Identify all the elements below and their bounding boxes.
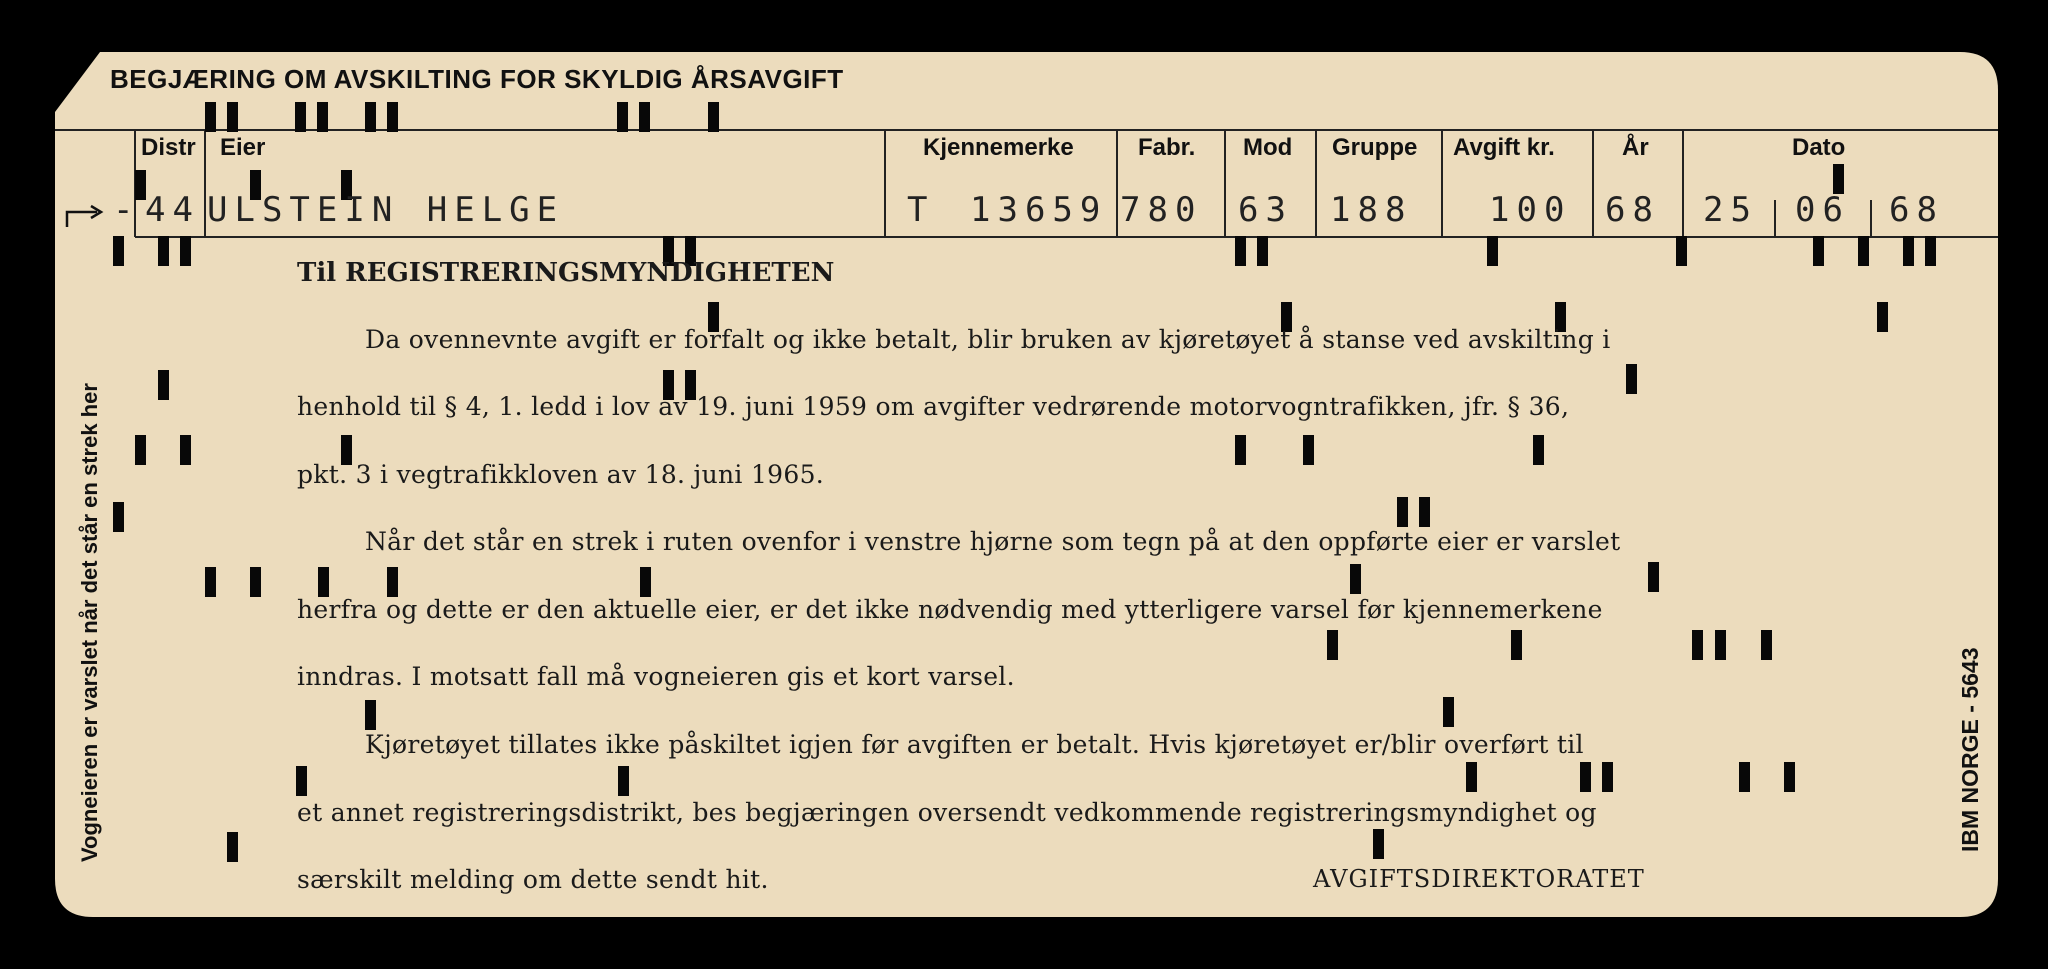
card-title: BEGJÆRING OM AVSKILTING FOR SKYLDIG ÅRSAVGIFT bbox=[110, 64, 844, 94]
header-avgift: Avgift kr. bbox=[1453, 134, 1555, 161]
letter-heading: Til REGISTRERINGSMYNDIGHETEN bbox=[297, 258, 835, 288]
record-aar: 68 bbox=[1605, 190, 1660, 230]
record-mod: 63 bbox=[1238, 190, 1293, 230]
side-note: Vogneieren er varslet når det står en strek her bbox=[77, 383, 102, 862]
record-fabr: 780 bbox=[1120, 190, 1203, 230]
record-kjennemerke-prefix: T bbox=[907, 190, 935, 230]
letter-line: pkt. 3 i vegtrafikkloven av 18. juni 1965. bbox=[297, 460, 825, 489]
letter-line: særskilt melding om dette sendt hit. bbox=[297, 865, 769, 894]
header-eier: Eier bbox=[220, 134, 266, 161]
header-kjennemerke: Kjennemerke bbox=[923, 134, 1074, 161]
letter-line: henhold til § 4, 1. ledd i lov av 19. juni 1959 om avgifter vedrørende motorvogntrafikken, jfr. § 36, bbox=[297, 392, 1570, 421]
form-number: IBM NORGE - 5643 bbox=[1957, 647, 1983, 852]
record-dato-year: 68 bbox=[1889, 190, 1944, 230]
punch-card bbox=[55, 52, 1998, 917]
record-distr: 44 bbox=[145, 190, 200, 230]
header-dato: Dato bbox=[1792, 134, 1846, 161]
letter-line: Da ovennevnte avgift er forfalt og ikke betalt, blir bruken av kjøretøyet å stanse ved avskilting i bbox=[365, 325, 1611, 354]
record-eier: ULSTEIN HELGE bbox=[207, 190, 565, 230]
header-mod: Mod bbox=[1243, 134, 1293, 161]
record-dato-month: 06 bbox=[1795, 190, 1850, 230]
record-kjennemerke-number: 13659 bbox=[970, 190, 1108, 230]
header-gruppe: Gruppe bbox=[1332, 134, 1418, 161]
record-avgift: 100 bbox=[1489, 190, 1572, 230]
letter-line: herfra og dette er den aktuelle eier, er det ikke nødvendig med ytterligere varsel før kjennemerkene bbox=[297, 595, 1603, 624]
record-mark: - bbox=[113, 190, 141, 230]
record-dato-day: 25 bbox=[1703, 190, 1758, 230]
letter-line: et annet registreringsdistrikt, bes begjæringen oversendt vedkommende registreringsmyndighet og bbox=[297, 798, 1597, 827]
record-gruppe: 188 bbox=[1330, 190, 1413, 230]
letter-signature: AVGIFTSDIREKTORATET bbox=[1313, 865, 1645, 893]
header-distr: Distr bbox=[141, 134, 196, 161]
letter-line: Kjøretøyet tillates ikke påskiltet igjen før avgiften er betalt. Hvis kjøretøyet er/blir overført til bbox=[365, 730, 1584, 759]
header-fabr: Fabr. bbox=[1138, 134, 1196, 161]
header-aar: År bbox=[1622, 134, 1649, 161]
letter-line: Når det står en strek i ruten ovenfor i venstre hjørne som tegn på at den oppførte eier er varslet bbox=[365, 527, 1621, 556]
letter-line: inndras. I motsatt fall må vogneieren gis et kort varsel. bbox=[297, 662, 1015, 691]
